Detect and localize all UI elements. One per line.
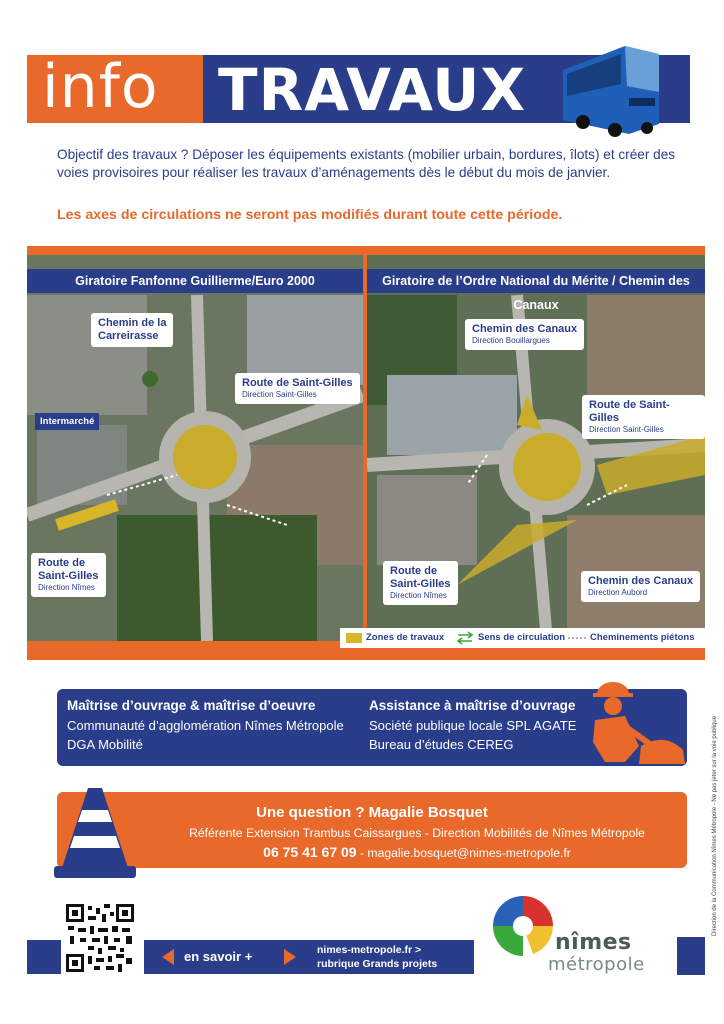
contact-title: Une question ? Magalie Bosquet: [256, 804, 488, 821]
map-right-title: Giratoire de l’Ordre National du Mérite / Chemin des Canaux: [367, 269, 705, 293]
intro-text: Objectif des travaux ? Déposer les équipements existants (mobilier urbain, bordures, îlots) et créer des voies provisoires pour réaliser les travaux d’aménagements dès le début du mois de janvier.: [57, 147, 676, 180]
legend-arrows-icon: [456, 631, 474, 645]
label-route-saint-gilles-right: [582, 395, 705, 439]
contact-subtitle: Référente Extension Trambus Caissargues - Direction Mobilités de Nîmes Métropole: [189, 826, 645, 840]
label-route-sg2-right-line2: Saint-Gilles: [390, 578, 451, 590]
logo-text-nimes: nîmes: [555, 930, 632, 955]
website-link-line2[interactable]: rubrique Grands projets: [317, 958, 438, 970]
contact-details: [137, 844, 697, 860]
label-route-sg2-line1: Route de: [38, 557, 86, 569]
footer-square-left: [27, 940, 61, 974]
bus-illustration: [555, 40, 665, 140]
moa-line-2a: Société publique locale SPL AGATE: [369, 718, 577, 733]
moa-heading-1: Maîtrise d’ouvrage & maîtrise d’oeuvre: [67, 698, 316, 713]
label-route-sg2-direction: Direction Nîmes: [38, 583, 95, 592]
label-chemin-carreirasse: [91, 313, 173, 347]
label-chemin-canaux2-name: Chemin des Canaux: [588, 575, 694, 587]
legend-chem: Cheminements piétons: [590, 632, 695, 643]
label-route-saint-gilles-left-bottom: [31, 553, 106, 597]
moa-line-1b: DGA Mobilité: [67, 737, 143, 752]
en-savoir-plus-box[interactable]: [144, 940, 307, 974]
website-link[interactable]: [307, 940, 474, 974]
label-chemin-carreirasse-line2: Carreirasse: [98, 330, 159, 342]
label-chemin-canaux-top: [465, 319, 584, 350]
map-right: [367, 255, 705, 641]
label-route-sg2-right-line1: Route de: [390, 565, 438, 577]
website-link-line1[interactable]: nimes-metropole.fr >: [317, 944, 422, 956]
contact-phone[interactable]: 06 75 41 67 09: [263, 844, 357, 860]
moa-heading-2: Assistance à maîtrise d’ouvrage: [369, 698, 576, 713]
label-route-sg-right-direction: Direction Saint-Gilles: [589, 425, 664, 434]
label-route-saint-gilles-left: [235, 373, 360, 404]
footer-square-right: [677, 937, 705, 975]
road-worker-icon: [565, 676, 691, 766]
label-route-saint-gilles-right-bottom: [383, 561, 458, 605]
label-chemin-canaux-bottom: [581, 571, 700, 602]
header-info-word: info: [42, 52, 159, 122]
label-route-sg2-line2: Saint-Gilles: [38, 570, 99, 582]
moa-line-1a: Communauté d’agglomération Nîmes Métropole: [67, 718, 344, 733]
legend-zones: Zones de travaux: [366, 632, 445, 643]
label-chemin-canaux-direction: Direction Bouillargues: [472, 336, 550, 345]
legend-dashes-icon: [568, 637, 586, 639]
contact-band: [57, 792, 687, 868]
header-travaux-word: TRAVAUX: [218, 56, 527, 124]
label-chemin-carreirasse-line1: Chemin de la: [98, 317, 167, 329]
arrow-left-icon: [162, 949, 174, 965]
map-legend: [340, 628, 705, 648]
logo-text-metropole: métropole: [548, 954, 645, 975]
traffic-cone-icon: [52, 784, 138, 884]
legend-zone-swatch-icon: [346, 633, 362, 643]
map-left: [27, 255, 363, 641]
vertical-credit: [706, 660, 720, 940]
label-chemin-canaux-name: Chemin des Canaux: [472, 323, 578, 335]
label-route-sg-name: Route de Saint-Gilles: [242, 377, 353, 389]
label-chemin-canaux2-direction: Direction Aubord: [588, 588, 648, 597]
label-route-sg-direction: Direction Saint-Gilles: [242, 390, 317, 399]
label-intermarche: Intermarché: [35, 413, 99, 430]
vertical-credit-text: Direction de la Communication Nîmes Métropole - Ne pas jeter sur la voie publique: [712, 715, 718, 936]
label-route-sg2-right-direction: Direction Nîmes: [390, 591, 447, 600]
arrow-right-icon: [284, 949, 296, 965]
qr-code[interactable]: [64, 902, 136, 974]
contact-email[interactable]: - magalie.bosquet@nimes-metropole.fr: [356, 846, 571, 860]
label-route-sg-right-name: Route de Saint-Gilles: [589, 399, 670, 424]
en-savoir-plus-label: en savoir +: [184, 949, 253, 964]
moa-line-2b: Bureau d’études CEREG: [369, 737, 514, 752]
map-left-title: Giratoire Fanfonne Guillierme/Euro 2000: [27, 269, 363, 293]
legend-sens: Sens de circulation: [478, 632, 566, 643]
notice-text: Les axes de circulations ne seront pas modifiés durant toute cette période.: [57, 207, 563, 223]
